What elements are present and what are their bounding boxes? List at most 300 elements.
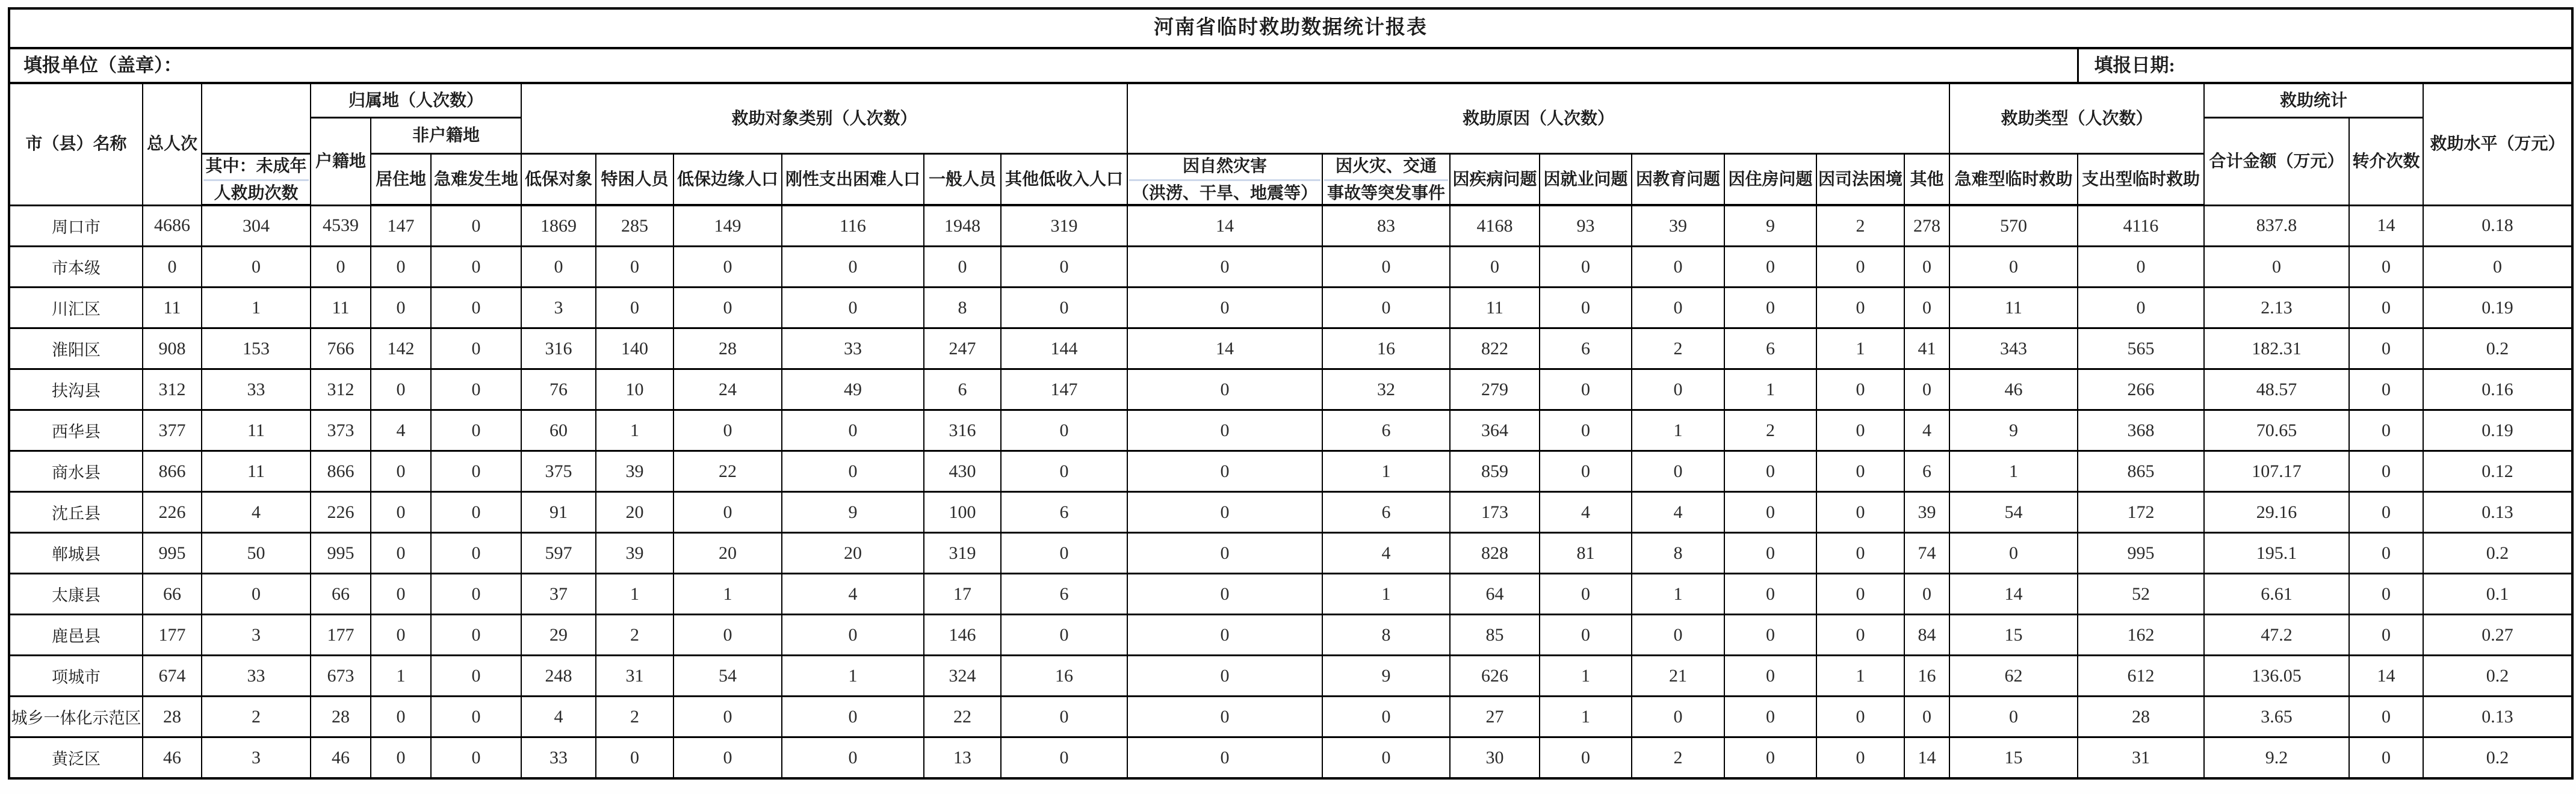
value-cell: 247 [924,328,1001,369]
value-cell: 0 [596,247,673,288]
value-cell: 24 [673,369,782,410]
form-date-label: 填报日期: [2078,48,2572,83]
value-cell: 0 [1816,288,1904,328]
value-cell: 0 [782,247,924,288]
table-row [9,247,2572,288]
region-name-cell: 沈丘县 [9,492,143,533]
value-cell: 373 [311,410,371,451]
value-cell: 0 [1540,737,1632,779]
value-cell: 0 [1816,737,1904,779]
value-cell: 0 [371,451,431,492]
value-cell: 3.65 [2204,697,2349,737]
region-name-cell: 扶沟县 [9,369,143,410]
value-cell: 0 [1001,533,1127,574]
value-cell: 11 [311,288,371,328]
value-cell: 0 [1001,737,1127,779]
value-cell: 822 [1450,328,1540,369]
value-cell: 4 [1904,410,1949,451]
value-cell: 0 [1127,656,1322,697]
value-cell: 54 [1949,492,2078,533]
value-cell: 285 [596,205,673,247]
value-cell: 4 [202,492,311,533]
value-cell: 0 [1127,574,1322,615]
value-cell: 0 [1127,451,1322,492]
value-cell: 0 [1127,697,1322,737]
value-cell: 85 [1450,615,1540,656]
value-cell: 6 [1322,492,1450,533]
value-cell: 0 [673,615,782,656]
value-cell: 1 [673,574,782,615]
value-cell: 0 [2204,247,2349,288]
value-cell: 93 [1540,205,1632,247]
value-cell: 626 [1450,656,1540,697]
value-cell: 0 [1632,615,1724,656]
value-cell: 0 [431,574,521,615]
col-header-reason-edu: 因教育问题 [1632,154,1724,206]
value-cell: 570 [1949,205,2078,247]
value-cell: 2 [596,697,673,737]
header-row-3 [9,154,2572,206]
value-cell: 0 [1001,247,1127,288]
col-header-type-emergency: 急难型临时救助 [1949,154,2078,206]
value-cell: 0 [431,697,521,737]
value-cell: 0 [1540,410,1632,451]
value-cell: 17 [924,574,1001,615]
value-cell: 0 [2349,288,2423,328]
col-header-minor: 其中：未成年 人救助次数 [202,154,311,206]
value-cell: 1 [1322,451,1450,492]
value-cell: 147 [371,205,431,247]
value-cell: 0 [1001,410,1127,451]
value-cell: 0 [2349,328,2423,369]
value-cell: 0 [1632,451,1724,492]
table-row [9,574,2572,615]
col-header-emergency-place: 急难发生地 [431,154,521,206]
value-cell: 0 [431,205,521,247]
value-cell: 278 [1904,205,1949,247]
value-cell: 0 [2349,492,2423,533]
value-cell: 1 [1540,697,1632,737]
value-cell: 0 [1816,697,1904,737]
value-cell: 2.13 [2204,288,2349,328]
value-cell: 46 [143,737,202,779]
value-cell: 74 [1904,533,1949,574]
value-cell: 76 [521,369,596,410]
value-cell: 0 [1724,288,1816,328]
value-cell: 116 [782,205,924,247]
value-cell: 0 [673,697,782,737]
value-cell: 4686 [143,205,202,247]
value-cell: 0 [1322,737,1450,779]
value-cell: 866 [143,451,202,492]
value-cell: 0 [2349,410,2423,451]
value-cell: 319 [1001,205,1127,247]
value-cell: 0 [1816,492,1904,533]
value-cell: 14 [1949,574,2078,615]
value-cell: 0 [371,492,431,533]
col-header-hukou: 户籍地 [311,118,371,206]
col-header-referrals: 转介次数 [2349,118,2423,206]
value-cell: 0 [143,247,202,288]
value-cell: 107.17 [2204,451,2349,492]
value-cell: 31 [596,656,673,697]
col-header-amount: 合计金额（万元） [2204,118,2349,206]
value-cell: 11 [202,410,311,451]
value-cell: 0 [782,615,924,656]
value-cell: 1 [1540,656,1632,697]
value-cell: 0 [1724,697,1816,737]
value-cell: 84 [1904,615,1949,656]
value-cell: 100 [924,492,1001,533]
value-cell: 674 [143,656,202,697]
value-cell: 0 [2078,247,2204,288]
table-row [9,328,2572,369]
value-cell: 0 [596,737,673,779]
value-cell: 91 [521,492,596,533]
value-cell: 9 [782,492,924,533]
col-header-reason-house: 因住房问题 [1724,154,1816,206]
value-cell: 60 [521,410,596,451]
col-header-reason-illness: 因疾病问题 [1450,154,1540,206]
value-cell: 0 [1904,288,1949,328]
value-cell: 312 [311,369,371,410]
value-cell: 46 [1949,369,2078,410]
table-row [9,410,2572,451]
value-cell: 29.16 [2204,492,2349,533]
value-cell: 0 [1540,247,1632,288]
value-cell: 81 [1540,533,1632,574]
value-cell: 673 [311,656,371,697]
table-row [9,369,2572,410]
value-cell: 0 [1540,369,1632,410]
value-cell: 144 [1001,328,1127,369]
value-cell: 430 [924,451,1001,492]
value-cell: 0 [924,247,1001,288]
group-header-stats: 救助统计 [2204,83,2423,118]
value-cell: 32 [1322,369,1450,410]
value-cell: 27 [1450,697,1540,737]
value-cell: 46 [311,737,371,779]
value-cell: 2 [596,615,673,656]
value-cell: 1 [1724,369,1816,410]
value-cell: 0 [1127,492,1322,533]
value-cell: 172 [2078,492,2204,533]
region-name-cell: 商水县 [9,451,143,492]
value-cell: 0 [431,656,521,697]
value-cell: 70.65 [2204,410,2349,451]
value-cell: 0 [1540,451,1632,492]
value-cell: 865 [2078,451,2204,492]
region-name-cell: 黄泛区 [9,737,143,779]
value-cell: 83 [1322,205,1450,247]
value-cell: 1 [596,574,673,615]
value-cell: 33 [782,328,924,369]
value-cell: 11 [143,288,202,328]
value-cell: 4539 [311,205,371,247]
table-row [9,451,2572,492]
value-cell: 177 [143,615,202,656]
value-cell: 0.2 [2423,533,2572,574]
value-cell: 11 [1949,288,2078,328]
value-cell: 0.2 [2423,328,2572,369]
value-cell: 0 [431,247,521,288]
value-cell: 0 [431,737,521,779]
value-cell: 16 [1322,328,1450,369]
unit-date-row [9,48,2572,83]
table-row [9,288,2572,328]
value-cell: 4116 [2078,205,2204,247]
value-cell: 0 [1904,247,1949,288]
value-cell: 6 [1001,492,1127,533]
value-cell: 995 [311,533,371,574]
region-name-cell: 鹿邑县 [9,615,143,656]
col-header-reason-disaster: 因自然灾害 （洪涝、干旱、地震等） [1127,154,1322,206]
value-cell: 4 [782,574,924,615]
col-header-region-name: 市（县）名称 [9,83,143,205]
value-cell: 0 [1540,615,1632,656]
value-cell: 0.12 [2423,451,2572,492]
value-cell: 0 [596,288,673,328]
value-cell: 28 [311,697,371,737]
value-cell: 1 [1322,574,1450,615]
value-cell: 41 [1904,328,1949,369]
value-cell: 0 [1001,615,1127,656]
value-cell: 0 [2349,615,2423,656]
value-cell: 0 [1724,451,1816,492]
value-cell: 0 [431,369,521,410]
value-cell: 0 [1001,697,1127,737]
col-header-tekun: 特困人员 [596,154,673,206]
value-cell: 0 [1724,533,1816,574]
value-cell: 0 [673,247,782,288]
region-name-cell: 西华县 [9,410,143,451]
value-cell: 9.2 [2204,737,2349,779]
value-cell: 0 [1724,615,1816,656]
value-cell: 908 [143,328,202,369]
value-cell: 995 [143,533,202,574]
value-cell: 0 [371,533,431,574]
value-cell: 16 [1904,656,1949,697]
value-cell: 39 [596,533,673,574]
region-name-cell: 周口市 [9,205,143,247]
value-cell: 142 [371,328,431,369]
value-cell: 0 [431,328,521,369]
value-cell: 0.19 [2423,288,2572,328]
group-header-non-hukou: 非户籍地 [371,118,521,154]
col-header-level: 救助水平（万元） [2423,83,2572,205]
value-cell: 0 [1322,288,1450,328]
value-cell: 0 [371,574,431,615]
value-cell: 1948 [924,205,1001,247]
value-cell: 0 [673,288,782,328]
value-cell: 2 [1632,328,1724,369]
value-cell: 1 [1816,328,1904,369]
value-cell: 33 [202,369,311,410]
value-cell: 140 [596,328,673,369]
value-cell: 0 [311,247,371,288]
value-cell: 0 [1127,615,1322,656]
value-cell: 304 [202,205,311,247]
value-cell: 21 [1632,656,1724,697]
value-cell: 30 [1450,737,1540,779]
group-header-reason: 救助原因（人次数） [1127,83,1949,154]
col-header-reason-job: 因就业问题 [1540,154,1632,206]
value-cell: 0 [1816,369,1904,410]
value-cell: 0 [371,369,431,410]
header-row-1 [9,83,2572,118]
region-name-cell: 城乡一体化示范区 [9,697,143,737]
value-cell: 28 [2078,697,2204,737]
value-cell: 0 [2423,247,2572,288]
value-cell: 612 [2078,656,2204,697]
value-cell: 50 [202,533,311,574]
col-header-total: 总人次 [143,83,202,205]
value-cell: 9 [1724,205,1816,247]
value-cell: 324 [924,656,1001,697]
value-cell: 6 [1322,410,1450,451]
page-title: 河南省临时救助数据统计报表 [9,8,2572,48]
value-cell: 226 [311,492,371,533]
value-cell: 22 [924,697,1001,737]
value-cell: 1869 [521,205,596,247]
value-cell: 995 [2078,533,2204,574]
value-cell: 0 [673,492,782,533]
value-cell: 0 [2349,369,2423,410]
report-table [8,7,2574,780]
value-cell: 162 [2078,615,2204,656]
value-cell: 9 [1322,656,1450,697]
value-cell: 3 [202,615,311,656]
value-cell: 14 [2349,205,2423,247]
value-cell: 0 [1127,288,1322,328]
value-cell: 0 [1540,288,1632,328]
value-cell: 319 [924,533,1001,574]
value-cell: 153 [202,328,311,369]
col-header-type-expense: 支出型临时救助 [2078,154,2204,206]
table-row [9,737,2572,779]
value-cell: 0 [1724,492,1816,533]
value-cell: 146 [924,615,1001,656]
title-row [9,8,2572,48]
value-cell: 6 [1001,574,1127,615]
value-cell: 0 [431,451,521,492]
value-cell: 182.31 [2204,328,2349,369]
table-row [9,533,2572,574]
value-cell: 0 [1632,247,1724,288]
value-cell: 266 [2078,369,2204,410]
value-cell: 0 [202,574,311,615]
table-row [9,697,2572,737]
col-header-reason-other: 其他 [1904,154,1949,206]
report-frame [8,7,2576,780]
value-cell: 1 [1632,574,1724,615]
value-cell: 28 [143,697,202,737]
value-cell: 837.8 [2204,205,2349,247]
value-cell: 20 [673,533,782,574]
value-cell: 20 [782,533,924,574]
value-cell: 0 [1127,410,1322,451]
value-cell: 8 [1632,533,1724,574]
value-cell: 0.13 [2423,697,2572,737]
value-cell: 0 [782,288,924,328]
value-cell: 6.61 [2204,574,2349,615]
value-cell: 866 [311,451,371,492]
value-cell: 375 [521,451,596,492]
value-cell: 0 [1949,247,2078,288]
value-cell: 33 [521,737,596,779]
value-cell: 0 [1450,247,1540,288]
value-cell: 39 [596,451,673,492]
form-unit-label: 填报单位（盖章）： [9,48,2078,83]
value-cell: 0 [1816,533,1904,574]
value-cell: 0 [2349,737,2423,779]
value-cell: 3 [202,737,311,779]
group-header-type: 救助类型（人次数） [1949,83,2204,154]
value-cell: 13 [924,737,1001,779]
value-cell: 0 [2349,451,2423,492]
value-cell: 31 [2078,737,2204,779]
col-header-other-low-income: 其他低收入人口 [1001,154,1127,206]
value-cell: 0 [1904,369,1949,410]
value-cell: 0 [1127,533,1322,574]
value-cell: 565 [2078,328,2204,369]
value-cell: 2 [1632,737,1724,779]
value-cell: 0.1 [2423,574,2572,615]
value-cell: 0 [1949,533,2078,574]
value-cell: 8 [924,288,1001,328]
value-cell: 0.19 [2423,410,2572,451]
value-cell: 316 [924,410,1001,451]
value-cell: 0 [1540,574,1632,615]
value-cell: 147 [1001,369,1127,410]
value-cell: 312 [143,369,202,410]
value-cell: 0.2 [2423,737,2572,779]
value-cell: 10 [596,369,673,410]
value-cell: 0 [1724,737,1816,779]
value-cell: 47.2 [2204,615,2349,656]
value-cell: 4 [371,410,431,451]
value-cell: 0 [782,697,924,737]
value-cell: 0.27 [2423,615,2572,656]
value-cell: 0 [1724,247,1816,288]
value-cell: 0.16 [2423,369,2572,410]
value-cell: 316 [521,328,596,369]
value-cell: 0 [1127,247,1322,288]
value-cell: 0 [371,288,431,328]
value-cell: 0 [1632,369,1724,410]
value-cell: 1 [782,656,924,697]
region-name-cell: 川汇区 [9,288,143,328]
value-cell: 173 [1450,492,1540,533]
value-cell: 22 [673,451,782,492]
value-cell: 0 [673,410,782,451]
value-cell: 177 [311,615,371,656]
value-cell: 0 [1724,656,1816,697]
value-cell: 1 [202,288,311,328]
value-cell: 11 [1450,288,1540,328]
value-cell: 0 [1904,574,1949,615]
value-cell: 368 [2078,410,2204,451]
table-row [9,656,2572,697]
value-cell: 0 [431,533,521,574]
value-cell: 37 [521,574,596,615]
value-cell: 11 [202,451,311,492]
value-cell: 62 [1949,656,2078,697]
value-cell: 14 [1904,737,1949,779]
value-cell: 0.18 [2423,205,2572,247]
value-cell: 0 [1632,697,1724,737]
value-cell: 64 [1450,574,1540,615]
